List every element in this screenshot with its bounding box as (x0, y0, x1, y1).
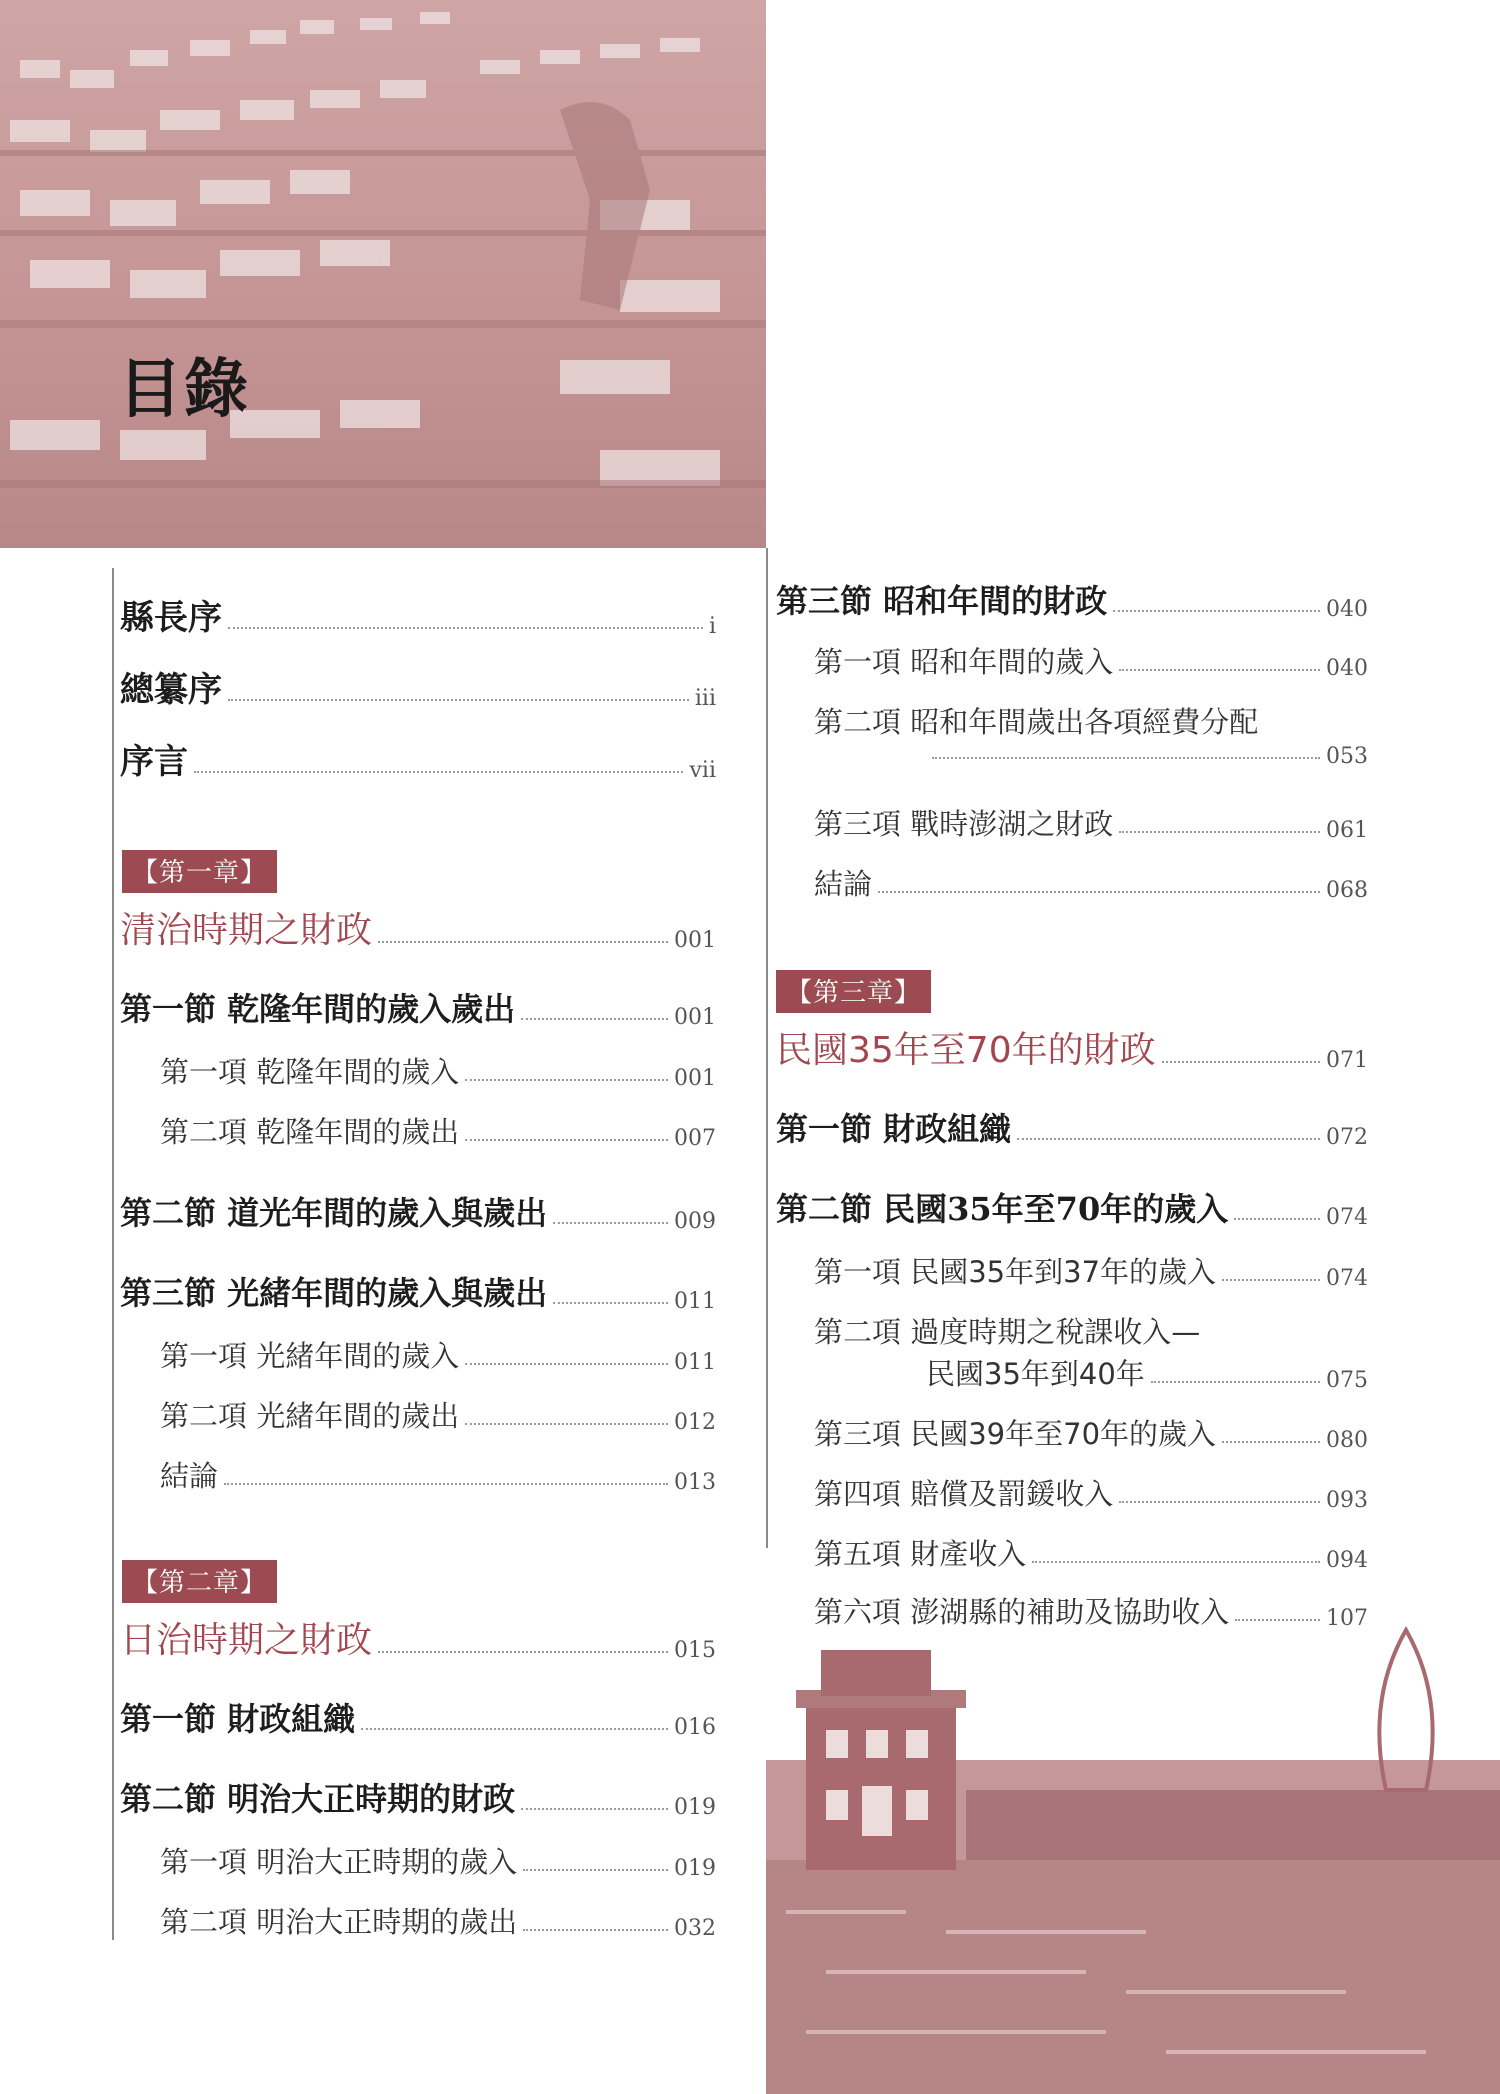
harbor-illustration (766, 1610, 1500, 2094)
toc-entry-page: 019 (674, 1795, 716, 1820)
leader-dots (1017, 1138, 1320, 1140)
toc-entry-page: 013 (674, 1470, 716, 1495)
leader-dots (465, 1079, 668, 1081)
leader-dots (553, 1222, 668, 1224)
leader-dots (1222, 1441, 1320, 1443)
toc-entry-page: 012 (674, 1410, 716, 1435)
leader-dots (465, 1423, 668, 1425)
toc-item[interactable] (814, 1532, 1368, 1573)
chapter-tag: 【第三章】 (776, 970, 931, 1013)
toc-item[interactable] (814, 1250, 1368, 1291)
toc-item[interactable] (160, 1110, 716, 1151)
toc-section[interactable] (120, 1694, 716, 1740)
item-title: 第三項 戰時澎湖之財政 (814, 807, 1114, 841)
toc-entry-page: 072 (1326, 1125, 1368, 1150)
leader-dots (378, 941, 668, 943)
item-title: 民國35年到40年 (926, 1357, 1145, 1391)
item-title: 第三項 民國39年至70年的歲入 (814, 1417, 1217, 1451)
leader-dots (1119, 1501, 1320, 1503)
toc-entry-page: 074 (1326, 1266, 1368, 1291)
brick-field-illustration (0, 0, 766, 548)
toc-entry-page: 080 (1326, 1428, 1368, 1453)
toc-entry-page: 011 (674, 1289, 716, 1314)
item-title: 第一項 明治大正時期的歲入 (160, 1845, 518, 1879)
leader-dots (523, 1869, 668, 1871)
chapter-tag: 【第一章】 (122, 850, 277, 893)
item-title: 第六項 澎湖縣的補助及協助收入 (814, 1595, 1230, 1629)
leader-dots (553, 1302, 668, 1304)
toc-entry-editor-preface[interactable] (120, 662, 716, 711)
toc-item-continuation[interactable] (926, 744, 1368, 769)
left-column-rule (112, 568, 114, 1940)
toc-entry-county-preface[interactable] (120, 590, 716, 639)
toc-item[interactable] (160, 1394, 716, 1435)
section-title: 第三節 昭和年間的財政 (776, 582, 1108, 620)
toc-entry-page: 075 (1326, 1368, 1368, 1393)
leader-dots (361, 1728, 668, 1730)
toc-entry-page: 107 (1326, 1606, 1368, 1631)
toc-section[interactable] (776, 1184, 1368, 1230)
section-title: 第一節 財政組織 (776, 1110, 1012, 1148)
toc-entry-page: 053 (1326, 744, 1368, 769)
toc-entry-page: 001 (674, 928, 716, 953)
toc-section[interactable] (120, 1774, 716, 1820)
toc-entry-page: 040 (1326, 597, 1368, 622)
toc-item[interactable] (160, 1454, 716, 1495)
leader-dots (228, 699, 689, 701)
toc-section[interactable] (776, 576, 1368, 622)
leader-dots (465, 1363, 668, 1365)
toc-item[interactable] (814, 700, 1368, 741)
toc-item[interactable] (814, 1310, 1368, 1351)
toc-section[interactable] (776, 1104, 1368, 1150)
toc-entry-page: 040 (1326, 656, 1368, 681)
item-title: 第二項 乾隆年間的歲出 (160, 1115, 460, 1149)
chapter-title: 民國35年至70年的財政 (776, 1030, 1156, 1071)
toc-item[interactable] (814, 802, 1368, 843)
section-title: 第一節 乾隆年間的歲入歲出 (120, 990, 516, 1028)
toc-entry-introduction[interactable] (120, 734, 716, 783)
toc-chapter-1[interactable] (120, 902, 716, 953)
toc-item[interactable] (814, 640, 1368, 681)
leader-dots (224, 1483, 668, 1485)
leader-dots (932, 757, 1320, 759)
toc-item[interactable] (160, 1050, 716, 1091)
toc-entry-page: 019 (674, 1856, 716, 1881)
leader-dots (1151, 1381, 1320, 1383)
leader-dots (1119, 669, 1320, 671)
toc-item[interactable] (160, 1900, 716, 1941)
toc-entry-page: 074 (1326, 1205, 1368, 1230)
section-title: 第二節 明治大正時期的財政 (120, 1780, 516, 1818)
item-title: 結論 (814, 867, 873, 901)
leader-dots (1119, 831, 1320, 833)
toc-chapter-2[interactable] (120, 1612, 716, 1663)
item-title: 第一項 民國35年到37年的歲入 (814, 1255, 1217, 1289)
leader-dots (521, 1808, 668, 1810)
harbor-building-illustration (766, 1610, 1500, 2094)
toc-item[interactable] (814, 1590, 1368, 1631)
toc-entry-page: 093 (1326, 1488, 1368, 1513)
toc-entry-page: 094 (1326, 1548, 1368, 1573)
section-title: 第二節 道光年間的歲入與歲出 (120, 1194, 548, 1232)
toc-entry-page: iii (694, 686, 716, 711)
toc-entry-page: 071 (1326, 1048, 1368, 1073)
toc-entry-page: i (708, 614, 716, 639)
leader-dots (228, 627, 703, 629)
chapter-title: 日治時期之財政 (120, 1620, 373, 1661)
toc-entry-page: 068 (1326, 878, 1368, 903)
leader-dots (1234, 1218, 1320, 1220)
toc-entry-page: 001 (674, 1066, 716, 1091)
toc-item-continuation[interactable] (926, 1352, 1368, 1393)
item-title: 第二項 光緒年間的歲出 (160, 1399, 460, 1433)
toc-entry-label: 總纂序 (120, 670, 222, 710)
toc-entry-page: 007 (674, 1126, 716, 1151)
toc-entry-page: 001 (674, 1005, 716, 1030)
toc-item[interactable] (814, 1472, 1368, 1513)
toc-item[interactable] (160, 1840, 716, 1881)
leader-dots (1032, 1561, 1320, 1563)
leader-dots (1113, 610, 1320, 612)
toc-section[interactable] (120, 1268, 716, 1314)
leader-dots (523, 1929, 668, 1931)
item-title: 第五項 財產收入 (814, 1537, 1027, 1571)
toc-section[interactable] (120, 1188, 716, 1234)
header-photo (0, 0, 766, 548)
toc-item[interactable] (160, 1334, 716, 1375)
item-title: 結論 (160, 1459, 219, 1493)
toc-entry-page: 009 (674, 1209, 716, 1234)
toc-item[interactable] (814, 1412, 1368, 1453)
toc-entry-page: 015 (674, 1638, 716, 1663)
toc-section[interactable] (120, 984, 716, 1030)
toc-entry-page: 016 (674, 1715, 716, 1740)
item-title: 第一項 乾隆年間的歲入 (160, 1055, 460, 1089)
item-title: 第四項 賠償及罰鍰收入 (814, 1477, 1114, 1511)
toc-entry-label: 序言 (120, 742, 188, 782)
toc-item[interactable] (814, 862, 1368, 903)
section-title: 第一節 財政組織 (120, 1700, 356, 1738)
item-title: 第二項 過度時期之稅課收入— (814, 1315, 1201, 1349)
leader-dots (194, 771, 683, 773)
leader-dots (378, 1651, 668, 1653)
leader-dots (465, 1139, 668, 1141)
leader-dots (1235, 1619, 1320, 1621)
section-title: 第三節 光緒年間的歲入與歲出 (120, 1274, 548, 1312)
item-title: 第一項 昭和年間的歲入 (814, 645, 1114, 679)
item-title: 第二項 昭和年間歲出各項經費分配 (814, 705, 1259, 739)
chapter-tag: 【第二章】 (122, 1560, 277, 1603)
chapter-title: 清治時期之財政 (120, 910, 373, 951)
leader-dots (878, 891, 1320, 893)
leader-dots (1162, 1061, 1320, 1063)
leader-dots (521, 1018, 668, 1020)
toc-entry-page: vii (689, 758, 716, 783)
toc-entry-page: 061 (1326, 818, 1368, 843)
leader-dots (1222, 1279, 1320, 1281)
toc-entry-label: 縣長序 (120, 598, 222, 638)
toc-entry-page: 011 (674, 1350, 716, 1375)
toc-chapter-3[interactable] (776, 1022, 1368, 1073)
section-title: 第二節 民國35年至70年的歲入 (776, 1190, 1229, 1228)
item-title: 第一項 光緒年間的歲入 (160, 1339, 460, 1373)
page-title: 目錄 (118, 352, 250, 427)
toc-entry-page: 032 (674, 1916, 716, 1941)
center-column-rule (766, 548, 768, 1548)
item-title: 第二項 明治大正時期的歲出 (160, 1905, 518, 1939)
